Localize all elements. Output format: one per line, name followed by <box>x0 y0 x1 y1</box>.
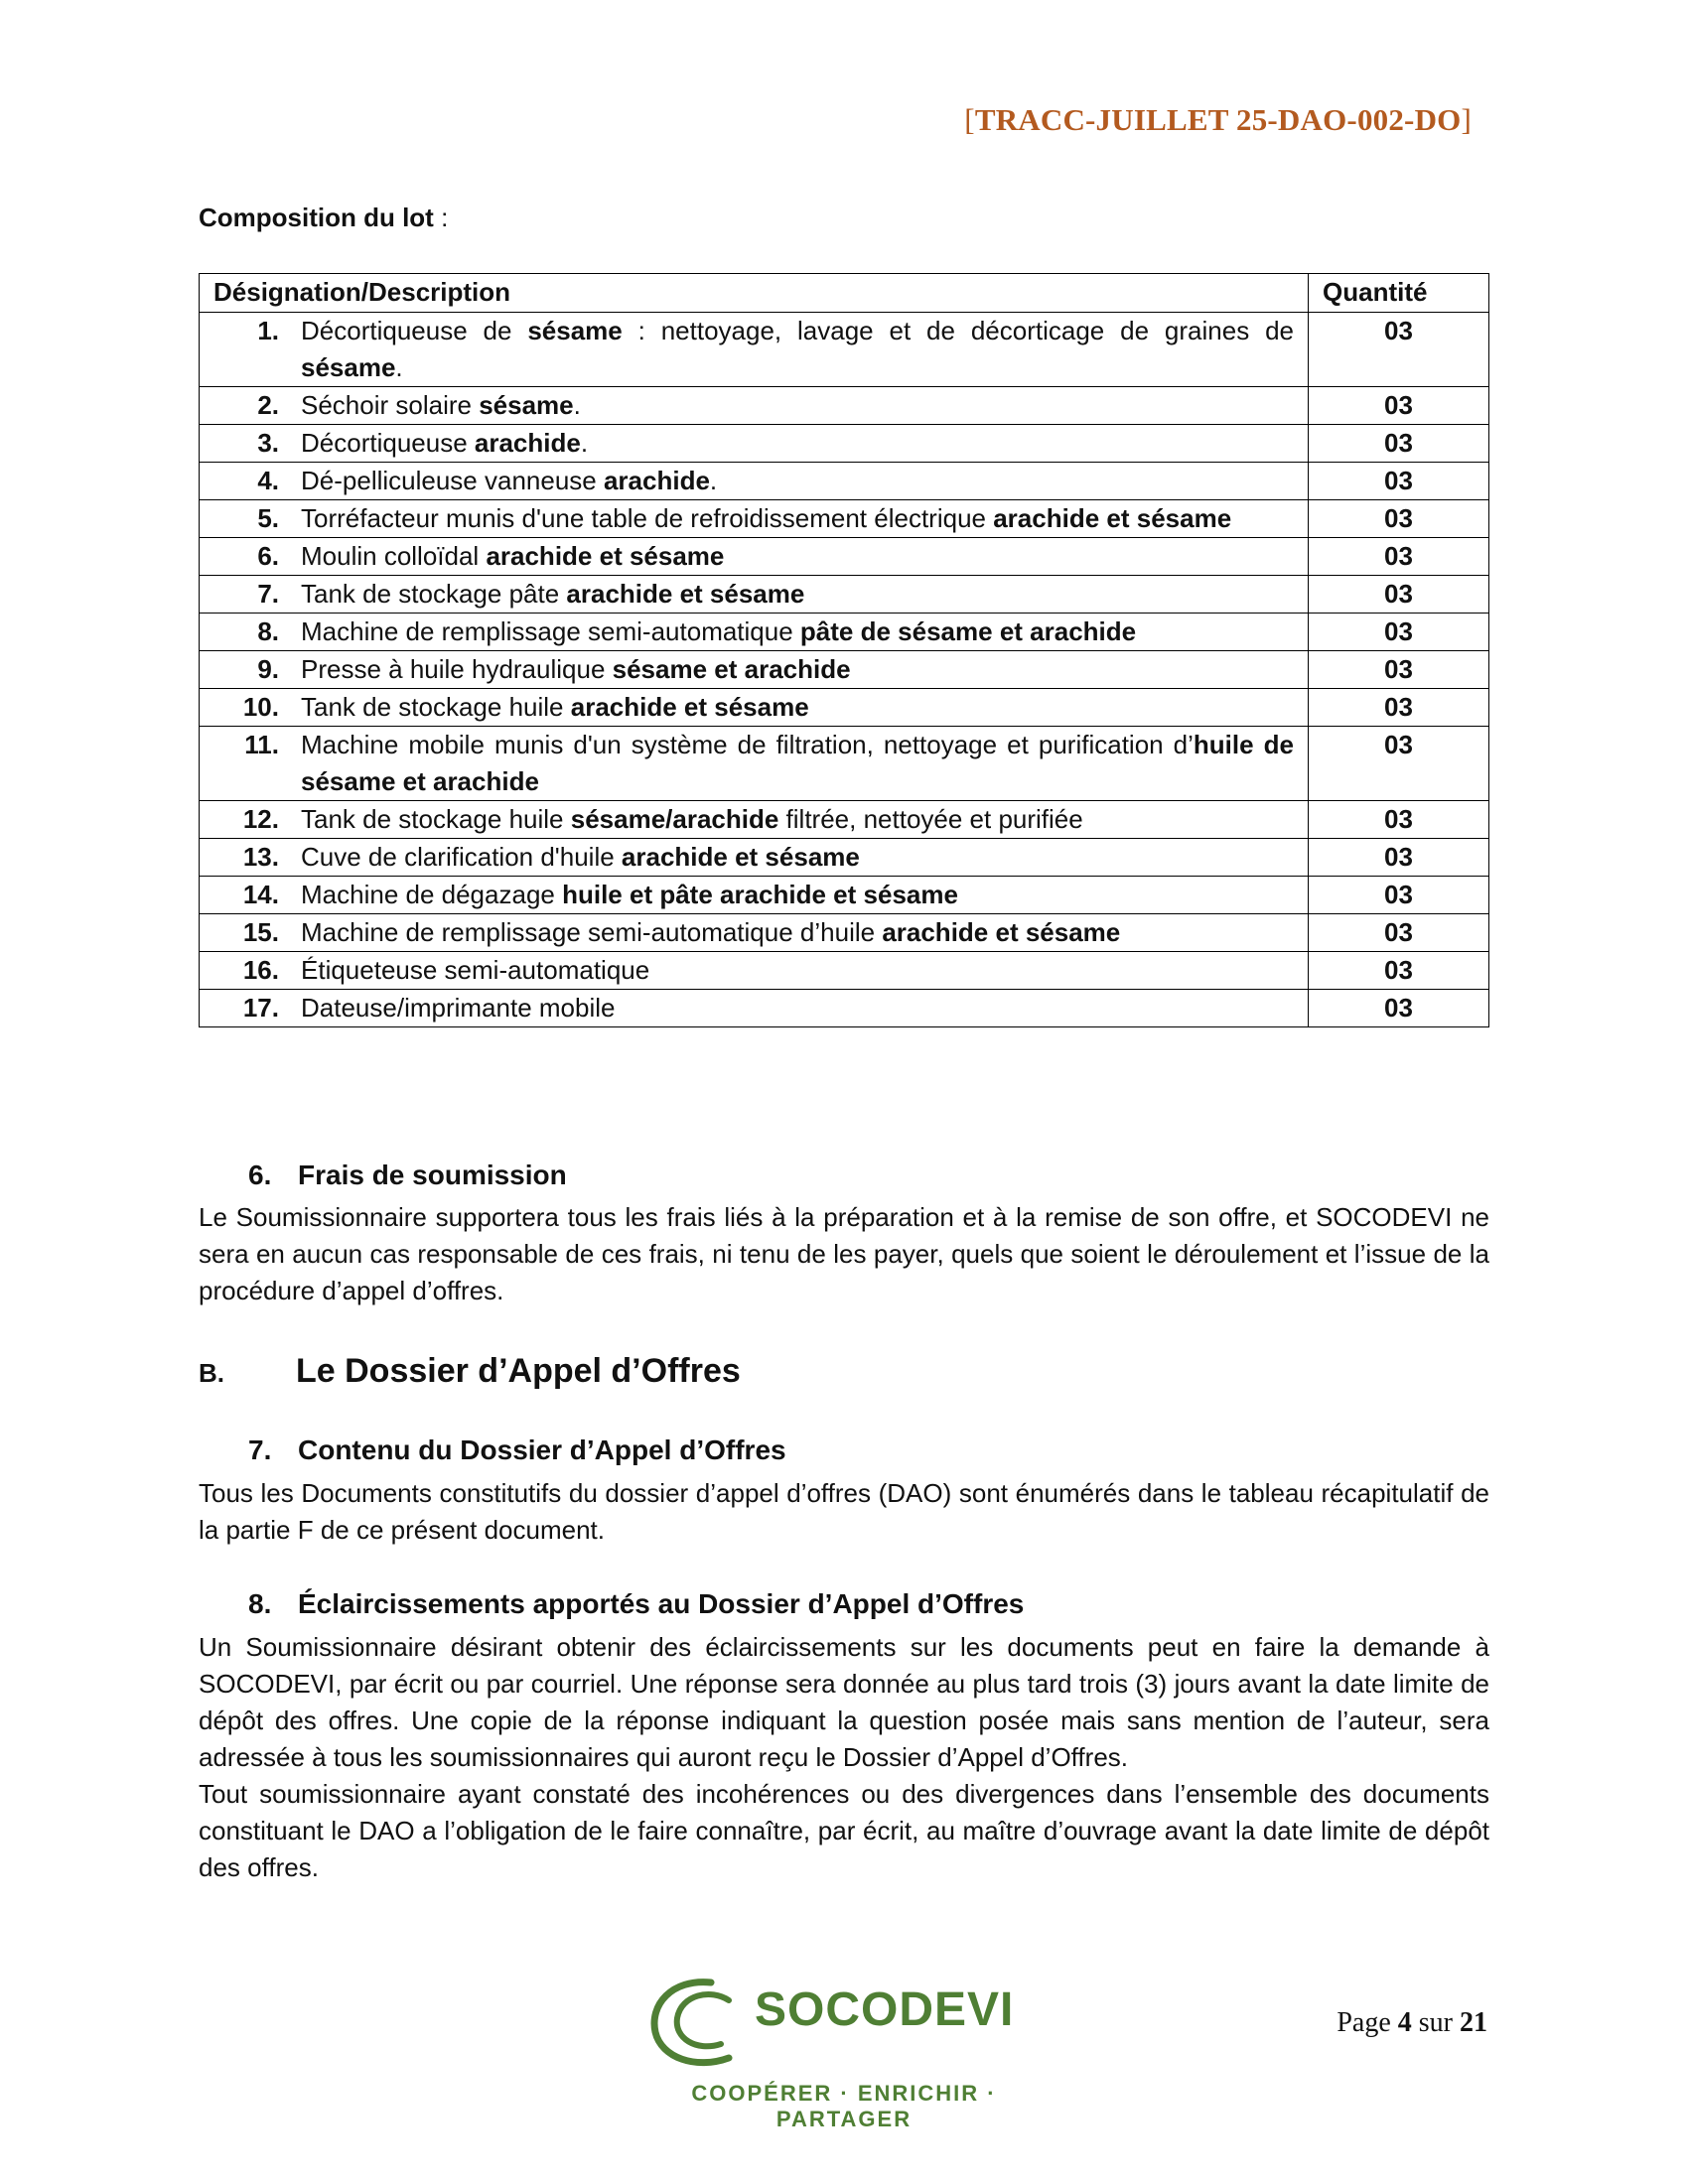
row-number: 10. <box>242 692 279 722</box>
row-description: Presse à huile hydraulique sésame et arachide <box>301 654 851 684</box>
row-description: Dateuse/imprimante mobile <box>301 993 616 1023</box>
row-number: 4. <box>257 466 279 495</box>
row-quantity: 03 <box>1309 689 1489 727</box>
section-7-text: Tous les Documents constitutifs du dossier d’appel d’offres (DAO) sont énumérés dans le tableau récapitulatif de la partie F de ce présent document. <box>199 1478 1489 1545</box>
table-row <box>200 727 1489 801</box>
row-quantity: 03 <box>1309 538 1489 576</box>
row-description: Tank de stockage huile arachide et sésame <box>301 692 809 722</box>
row-number: 11. <box>244 730 279 759</box>
row-description: Machine mobile munis d'un système de filtration, nettoyage et purification d’huile de sésame et arachide <box>301 730 1294 796</box>
row-description: Décortiqueuse arachide. <box>301 428 589 458</box>
table-row <box>200 313 1489 387</box>
row-description: Torréfacteur munis d'une table de refroidissement électrique arachide et sésame <box>301 503 1232 533</box>
row-designation <box>200 990 1309 1027</box>
row-description: Cuve de clarification d'huile arachide et sésame <box>301 842 860 872</box>
table-row <box>200 425 1489 463</box>
table-row <box>200 614 1489 651</box>
table-row <box>200 952 1489 990</box>
row-designation <box>200 313 1309 387</box>
row-quantity: 03 <box>1309 914 1489 952</box>
logo-tagline: COOPÉRER · ENRICHIR · PARTAGER <box>691 2081 997 2131</box>
composition-title: Composition du lot : <box>199 203 449 232</box>
row-designation <box>200 463 1309 500</box>
row-number: 14. <box>242 880 279 909</box>
row-description: Tank de stockage huile sésame/arachide filtrée, nettoyée et purifiée <box>301 804 1083 834</box>
socodevi-logo-mark-icon <box>641 1971 761 2070</box>
section-8-text-2: Tout soumissionnaire ayant constaté des incohérences ou des divergences dans l’ensemble des documents constituant le DAO a l’obligation de le faire connaître, par écrit, au maître d’ouvrage avant la date limite de dépôt des offres. <box>199 1779 1489 1882</box>
section-6-heading: 6. Frais de soumission <box>248 1160 567 1190</box>
row-designation <box>200 839 1309 877</box>
row-number: 7. <box>257 579 279 609</box>
row-number: 1. <box>257 316 279 345</box>
section-6-text: Le Soumissionnaire supportera tous les frais liés à la préparation et à la remise de son offre, et SOCODEVI ne sera en aucun cas responsable de ces frais, ni tenu de les payer, quels que soient le déroulement et l’issue de la procédure d’appel d’offres. <box>199 1202 1489 1305</box>
document-reference: [TRACC-JUILLET 25-DAO-002-DO] <box>964 102 1472 137</box>
row-description: Dé-pelliculeuse vanneuse arachide. <box>301 466 718 495</box>
table-row <box>200 801 1489 839</box>
row-number: 8. <box>257 616 279 646</box>
table-row <box>200 387 1489 425</box>
row-designation <box>200 727 1309 801</box>
table-row <box>200 839 1489 877</box>
logo-wordmark: SOCODEVI <box>755 1983 1015 2036</box>
column-header-quantite: Quantité <box>1309 274 1489 313</box>
row-designation <box>200 914 1309 952</box>
row-number: 12. <box>242 804 279 834</box>
row-designation <box>200 689 1309 727</box>
row-number: 17. <box>242 993 279 1023</box>
row-quantity: 03 <box>1309 651 1489 689</box>
row-designation <box>200 425 1309 463</box>
table-row <box>200 990 1489 1027</box>
row-quantity: 03 <box>1309 614 1489 651</box>
row-quantity: 03 <box>1309 463 1489 500</box>
table-row <box>200 877 1489 914</box>
row-quantity: 03 <box>1309 727 1489 801</box>
row-number: 9. <box>257 654 279 684</box>
row-number: 13. <box>242 842 279 872</box>
row-description: Machine de remplissage semi-automatique d’huile arachide et sésame <box>301 917 1121 947</box>
table-row <box>200 576 1489 614</box>
row-designation <box>200 801 1309 839</box>
row-designation <box>200 651 1309 689</box>
row-quantity: 03 <box>1309 990 1489 1027</box>
row-quantity: 03 <box>1309 801 1489 839</box>
row-designation <box>200 538 1309 576</box>
row-number: 16. <box>242 955 279 985</box>
row-description: Séchoir solaire sésame. <box>301 390 581 420</box>
table-row <box>200 500 1489 538</box>
lot-table <box>199 273 1489 1027</box>
table-row <box>200 651 1489 689</box>
row-description: Machine de dégazage huile et pâte arachide et sésame <box>301 880 958 909</box>
row-quantity: 03 <box>1309 313 1489 387</box>
table-row <box>200 689 1489 727</box>
table-row <box>200 538 1489 576</box>
section-b-heading: B. Le Dossier d’Appel d’Offres <box>199 1352 741 1390</box>
column-header-designation: Désignation/Description <box>200 274 1309 313</box>
row-designation <box>200 877 1309 914</box>
row-designation <box>200 614 1309 651</box>
row-quantity: 03 <box>1309 387 1489 425</box>
table-row <box>200 914 1489 952</box>
row-description: Décortiqueuse de sésame : nettoyage, lavage et de décorticage de graines de sésame. <box>301 316 1294 382</box>
row-designation <box>200 952 1309 990</box>
table-row <box>200 463 1489 500</box>
section-8-text-1: Un Soumissionnaire désirant obtenir des éclaircissements sur les documents peut en faire la demande à SOCODEVI, par écrit ou par courriel. Une réponse sera donnée au plus tard trois (3) jours avant la date limite de dépôt des offres. Une copie de la réponse indiquant la question posée mais sans mention de l’auteur, sera adressée à tous les soumissionnaires qui auront reçu le Dossier d’Appel d’Offres. <box>199 1632 1489 1772</box>
row-quantity: 03 <box>1309 576 1489 614</box>
row-number: 3. <box>257 428 279 458</box>
table-header-row <box>200 274 1489 313</box>
row-description: Tank de stockage pâte arachide et sésame <box>301 579 805 609</box>
row-quantity: 03 <box>1309 500 1489 538</box>
row-number: 2. <box>257 390 279 420</box>
socodevi-logo <box>635 1971 1053 2131</box>
row-quantity: 03 <box>1309 877 1489 914</box>
row-quantity: 03 <box>1309 425 1489 463</box>
row-number: 6. <box>257 541 279 571</box>
row-number: 15. <box>242 917 279 947</box>
row-quantity: 03 <box>1309 952 1489 990</box>
row-description: Moulin colloïdal arachide et sésame <box>301 541 725 571</box>
row-designation <box>200 576 1309 614</box>
row-designation <box>200 387 1309 425</box>
section-7-heading: 7. Contenu du Dossier d’Appel d’Offres <box>248 1434 786 1465</box>
section-8-heading: 8. Éclaircissements apportés au Dossier d’Appel d’Offres <box>248 1588 1025 1619</box>
row-quantity: 03 <box>1309 839 1489 877</box>
row-description: Machine de remplissage semi-automatique pâte de sésame et arachide <box>301 616 1137 646</box>
row-description: Étiqueteuse semi-automatique <box>301 955 650 985</box>
page-number: Page 4 sur 21 <box>1336 2007 1487 2038</box>
row-designation <box>200 500 1309 538</box>
row-number: 5. <box>257 503 279 533</box>
